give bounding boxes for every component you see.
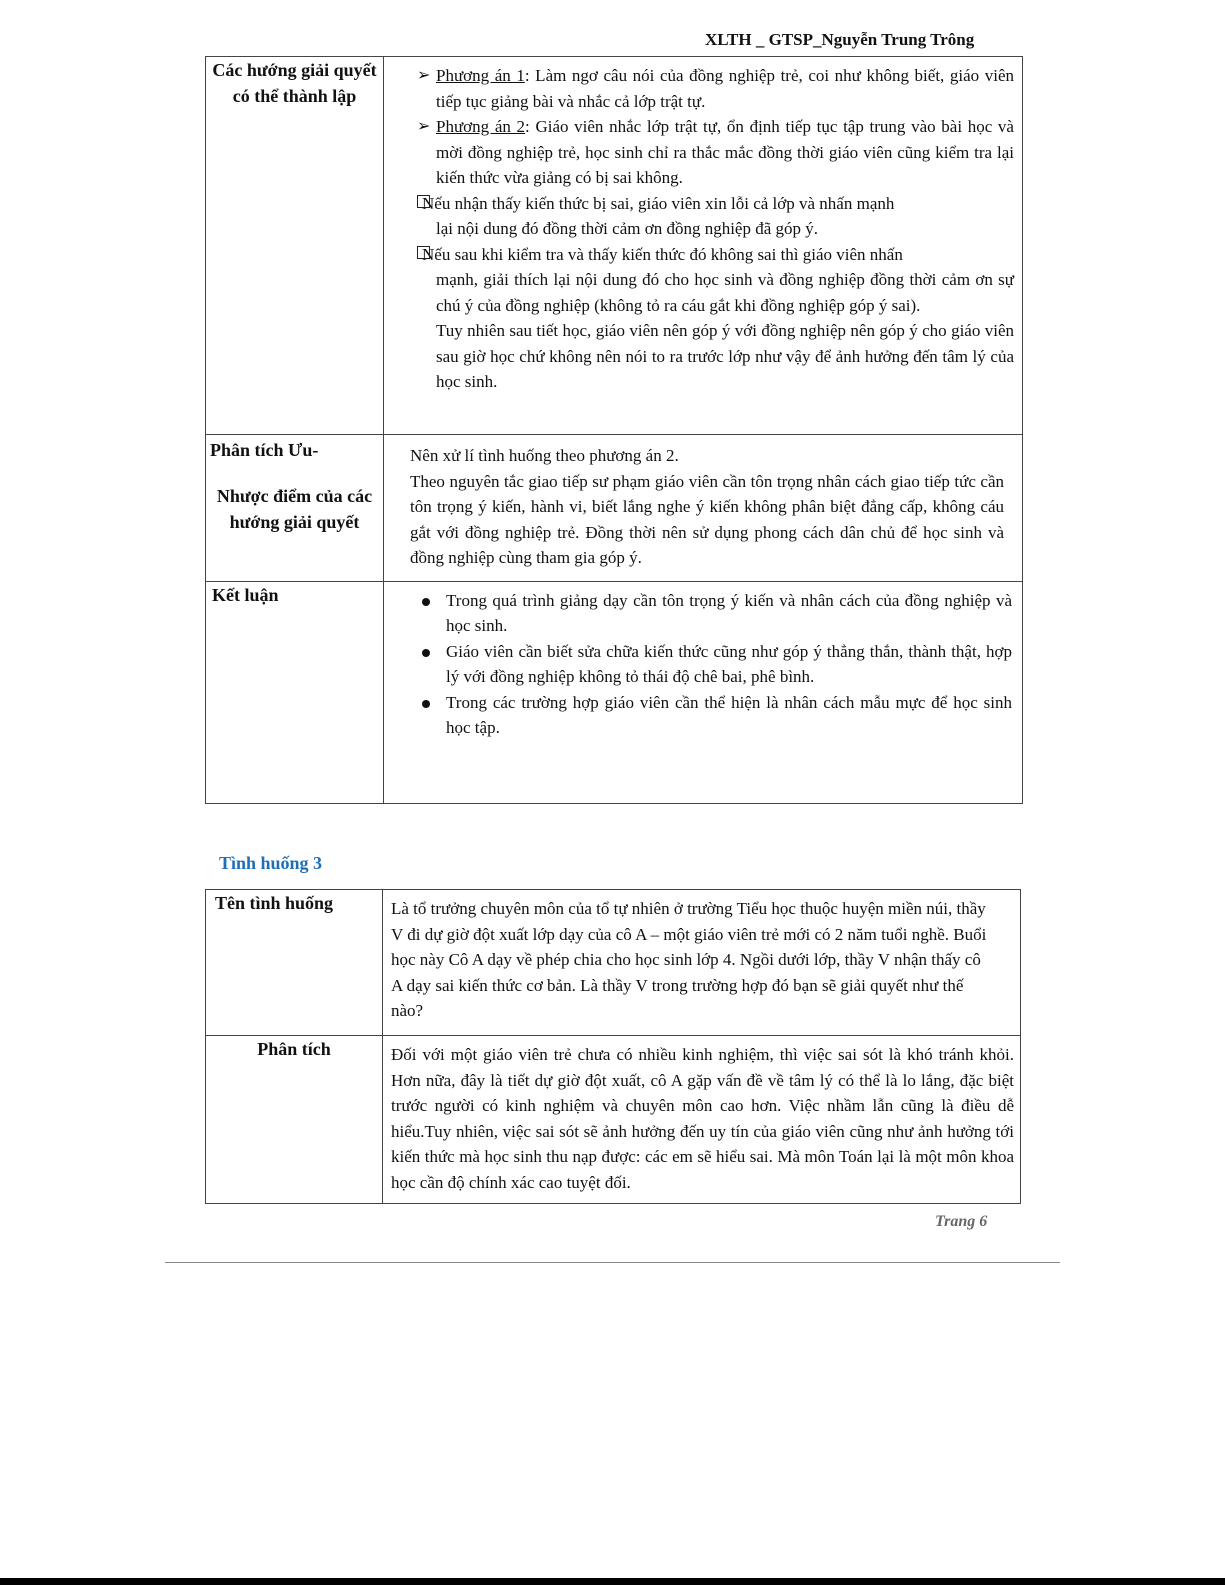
footer-divider <box>165 1262 1060 1263</box>
option-1-name: Phương án 1 <box>436 66 525 85</box>
page-number: Trang 6 <box>935 1213 988 1230</box>
analysis-line1: Nên xử lí tình huống theo phương án 2. <box>410 446 679 465</box>
arrow-bullet-icon: ➢ <box>417 118 431 135</box>
option-2-item <box>384 114 1014 191</box>
row-label-analysis-line2: Nhược điểm của các hướng giải quyết <box>216 486 373 532</box>
section-title: Tình huống 3 <box>219 853 323 873</box>
table-row <box>206 57 1023 435</box>
page-header: XLTH _ GTSP_Nguyễn Trung Trông <box>705 30 975 49</box>
note-paragraph: Tuy nhiên sau tiết học, giáo viên nên góp ý với đồng nghiệp nên góp ý cho giáo viên sau giờ học chứ không nên nói to ra trước lớp như vậy để ảnh hưởng đến tâm lý của học sinh. <box>436 321 1014 391</box>
row-label-name: Tên tình huống <box>206 890 383 1036</box>
option-1-text: : Làm ngơ câu nói của đồng nghiệp trẻ, coi như không biết, giáo viên tiếp tục giảng bài và nhắc cả lớp trật tự. <box>436 66 1014 111</box>
solutions-cell <box>384 57 1023 435</box>
situation-3-table <box>205 889 1021 1204</box>
row-label-solutions: Các hướng giải quyết có thể thành lập <box>206 57 384 435</box>
dot-bullet-icon <box>422 598 430 606</box>
conclusion-cell <box>384 581 1023 803</box>
check-1-rest: lại nội dung đó đồng thời cảm ơn đồng nghiệp đã góp ý. <box>436 219 819 238</box>
row-label-conclusion: Kết luận <box>206 581 384 803</box>
table-row <box>206 890 1021 1036</box>
situation-analysis-cell: Đối với một giáo viên trẻ chưa có nhiều kinh nghiệm, thì việc sai sót là khó tránh khỏi. Hơn nữa, đây là tiết dự giờ đột xuất, cô A gặp vấn đề về tâm lý có thể là lo lắng, đặc biệt trước người có kinh nghiệm và chuyên môn cao hơn. Việc nhầm lẫn cũng là điều dễ hiểu.Tuy nhiên, việc sai sót sẽ ảnh hưởng đến uy tín của giáo viên cũng như ảnh hưởng tới kiến thức mà học sinh thu nạp được: các em sẽ hiểu sai. Mà môn Toán lại là một môn khoa học cần độ chính xác cao tuyệt đối. <box>383 1036 1021 1204</box>
situation-name-cell: Là tổ trưởng chuyên môn của tổ tự nhiên ở trường Tiểu học thuộc huyện miền núi, thầy V đi dự giờ đột xuất lớp dạy của cô A – một giáo viên trẻ mới có 2 năm tuổi nghề. Buổi học này Cô A dạy về phép chia cho học sinh lớp 4. Ngồi dưới lớp, thầy V nhận thấy cô A dạy sai kiến thức cơ bản. Là thầy V trong trường hợp đó bạn sẽ giải quyết như thế nào? <box>383 890 1021 1036</box>
row-label-analysis-3: Phân tích <box>206 1036 383 1204</box>
check-item-1 <box>384 191 1014 242</box>
table-row <box>206 581 1023 803</box>
check-1-lead: Nếu nhận thấy kiến thức bị sai, giáo viên xin lỗi cả lớp và nhấn mạnh <box>422 193 895 213</box>
bottom-edge-bar <box>0 1578 1225 1585</box>
check-item-2 <box>384 242 1014 319</box>
analysis-cell <box>384 435 1023 582</box>
conclusion-bullet-1: Trong quá trình giảng dạy cần tôn trọng ý kiến và nhân cách của đồng nghiệp và học sinh. <box>384 588 1012 639</box>
option-1-item <box>384 63 1014 114</box>
option-2-name: Phương án 2 <box>436 117 526 136</box>
analysis-paragraph: Theo nguyên tắc giao tiếp sư phạm giáo viên cần tôn trọng nhân cách giao tiếp tức cần tôn trọng ý kiến, hành vi, biết lắng nghe ý kiến không phân biệt đẳng cấp, không cáu gắt với đồng nghiệp trẻ. Đồng thời nên sử dụng phong cách dân chủ để học sinh và đồng nghiệp cùng tham gia góp ý. <box>410 471 1004 567</box>
arrow-bullet-icon: ➢ <box>417 67 431 84</box>
table-row <box>206 435 1023 582</box>
row-label-analysis <box>206 435 384 582</box>
row-label-analysis-line1: Phân tích Ưu- <box>210 440 319 460</box>
checkbox-bullet-icon <box>417 195 430 208</box>
check-2-lead: Nếu sau khi kiểm tra và thấy kiến thức đó không sai thì giáo viên nhấn <box>422 244 903 264</box>
option-2-text: : Giáo viên nhắc lớp trật tự, ổn định tiếp tục tập trung vào bài học và mời đồng nghiệp trẻ, học sinh chỉ ra thắc mắc đồng thời giáo viên cũng kiểm tra lại kiến thức vừa giảng có bị sai không. <box>436 117 1014 187</box>
checkbox-bullet-icon <box>417 246 430 259</box>
table-row <box>206 1036 1021 1204</box>
check-2-rest: mạnh, giải thích lại nội dung đó cho học sinh và đồng nghiệp đồng thời cảm ơn sự chú ý của đồng nghiệp (không tỏ ra cáu gắt khi đồng nghiệp góp ý sai). <box>436 270 1014 315</box>
dot-bullet-icon <box>422 649 430 657</box>
conclusion-bullet-2: Giáo viên cần biết sửa chữa kiến thức cũng như góp ý thẳng thắn, thành thật, hợp lý với đồng nghiệp không tỏ thái độ chê bai, phê bình. <box>384 639 1012 690</box>
situation-2-table <box>205 56 1023 804</box>
conclusion-bullet-3: Trong các trường hợp giáo viên cần thể hiện là nhân cách mẫu mực để học sinh học tập. <box>384 690 1012 741</box>
dot-bullet-icon <box>422 700 430 708</box>
